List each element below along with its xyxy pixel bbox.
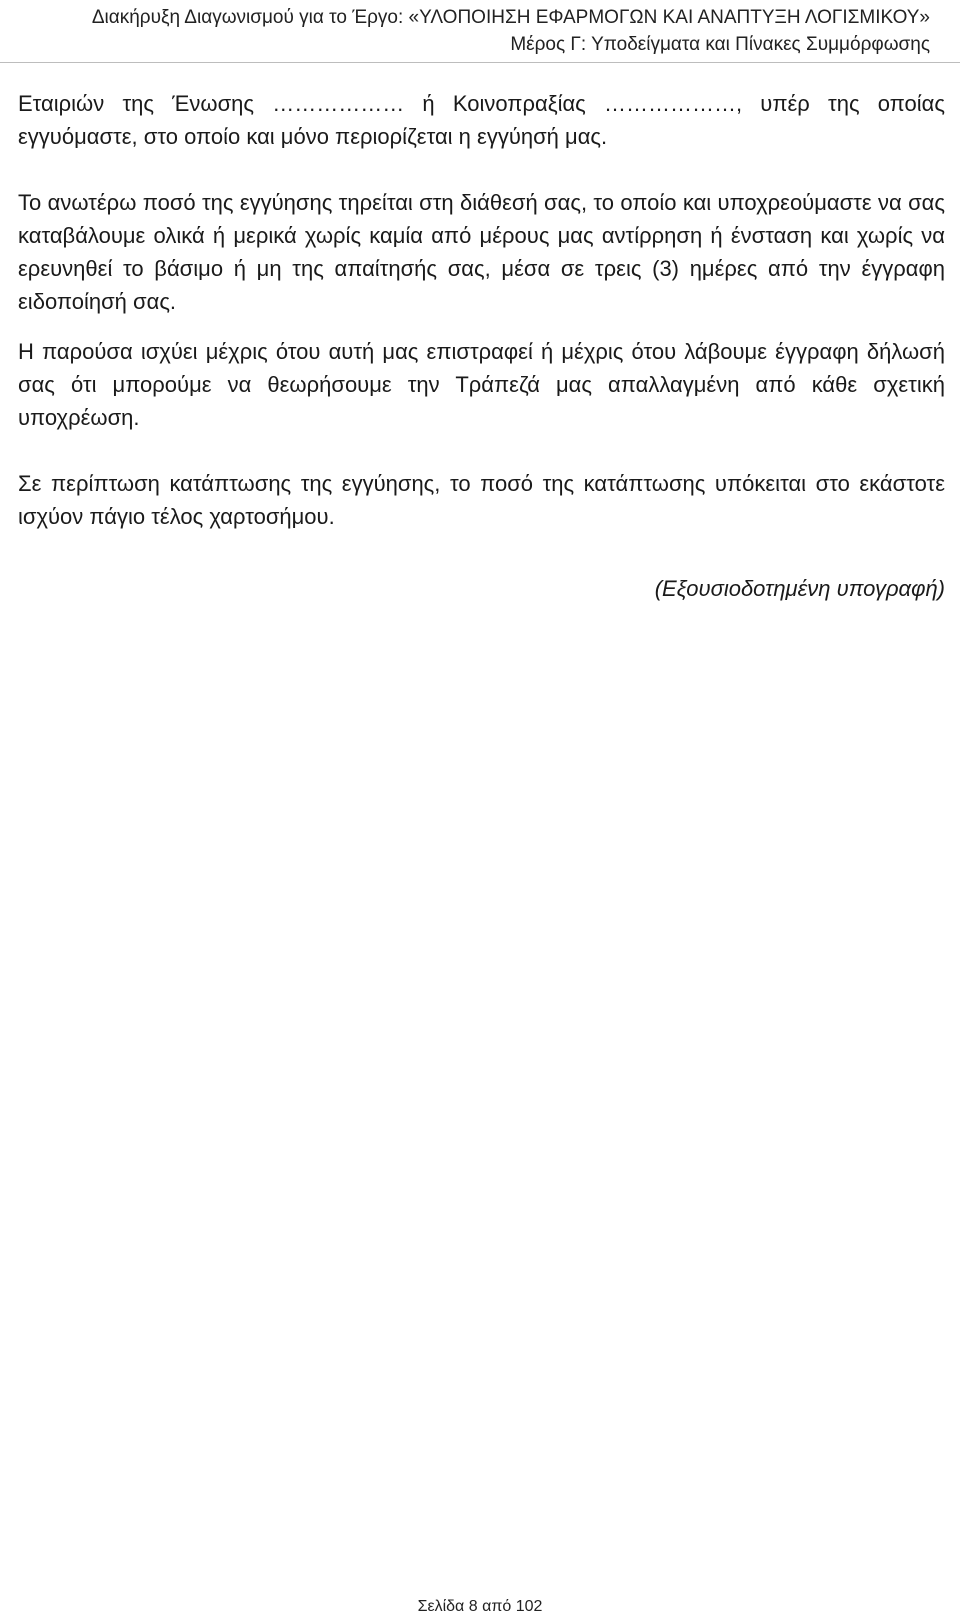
paragraph-consortium: Εταιριών της Ένωσης ……………… ή Κοινοπραξίας ………………, υπέρ της οποίας εγγυόμαστε, στο οποίο και μόνο περιορίζεται η εγγύησή μας. [18,91,945,149]
authorized-signature: (Εξουσιοδοτημένη υπογραφή) [654,576,945,601]
header-divider [0,62,960,63]
page-header [92,4,930,58]
paragraph-guarantee-amount: Το ανωτέρω ποσό της εγγύησης τηρείται στη διάθεσή σας, το οποίο και υποχρεούμαστε να σας καταβάλουμε ολικά ή μερικά χωρίς καμία από μέρους μας αντίρρηση ή ένσταση και χωρίς να ερευνηθεί το βάσιμο ή μη της απαίτησής σας, μέσα σε τρεις (3) ημέρες από την έγγραφη ειδοποίησή σας. [18,190,945,314]
document-body [18,87,945,533]
page-number: Σελίδα 8 από 102 [417,1598,543,1615]
paragraph-validity: Η παρούσα ισχύει μέχρις ότου αυτή μας επιστραφεί ή μέχρις ότου λάβουμε έγγραφη δήλωσή σας ότι μπορούμε να θεωρήσουμε την Τράπεζά μας απαλλαγμένη από κάθε σχετική υποχρέωση. [18,339,945,430]
header-title: Διακήρυξη Διαγωνισμού για το Έργο: «ΥΛΟΠΟΙΗΣΗ ΕΦΑΡΜΟΓΩΝ ΚΑΙ ΑΝΑΠΤΥΞΗ ΛΟΓΙΣΜΙΚΟΥ» [91,7,930,28]
paragraph-forfeiture: Σε περίπτωση κατάπτωσης της εγγύησης, το ποσό της κατάπτωσης υπόκειται στο εκάστοτε ισχύον πάγιο τέλος χαρτοσήμου. [18,471,945,529]
header-subtitle: Μέρος Γ: Υποδείγματα και Πίνακες Συμμόρφωσης [510,34,930,55]
